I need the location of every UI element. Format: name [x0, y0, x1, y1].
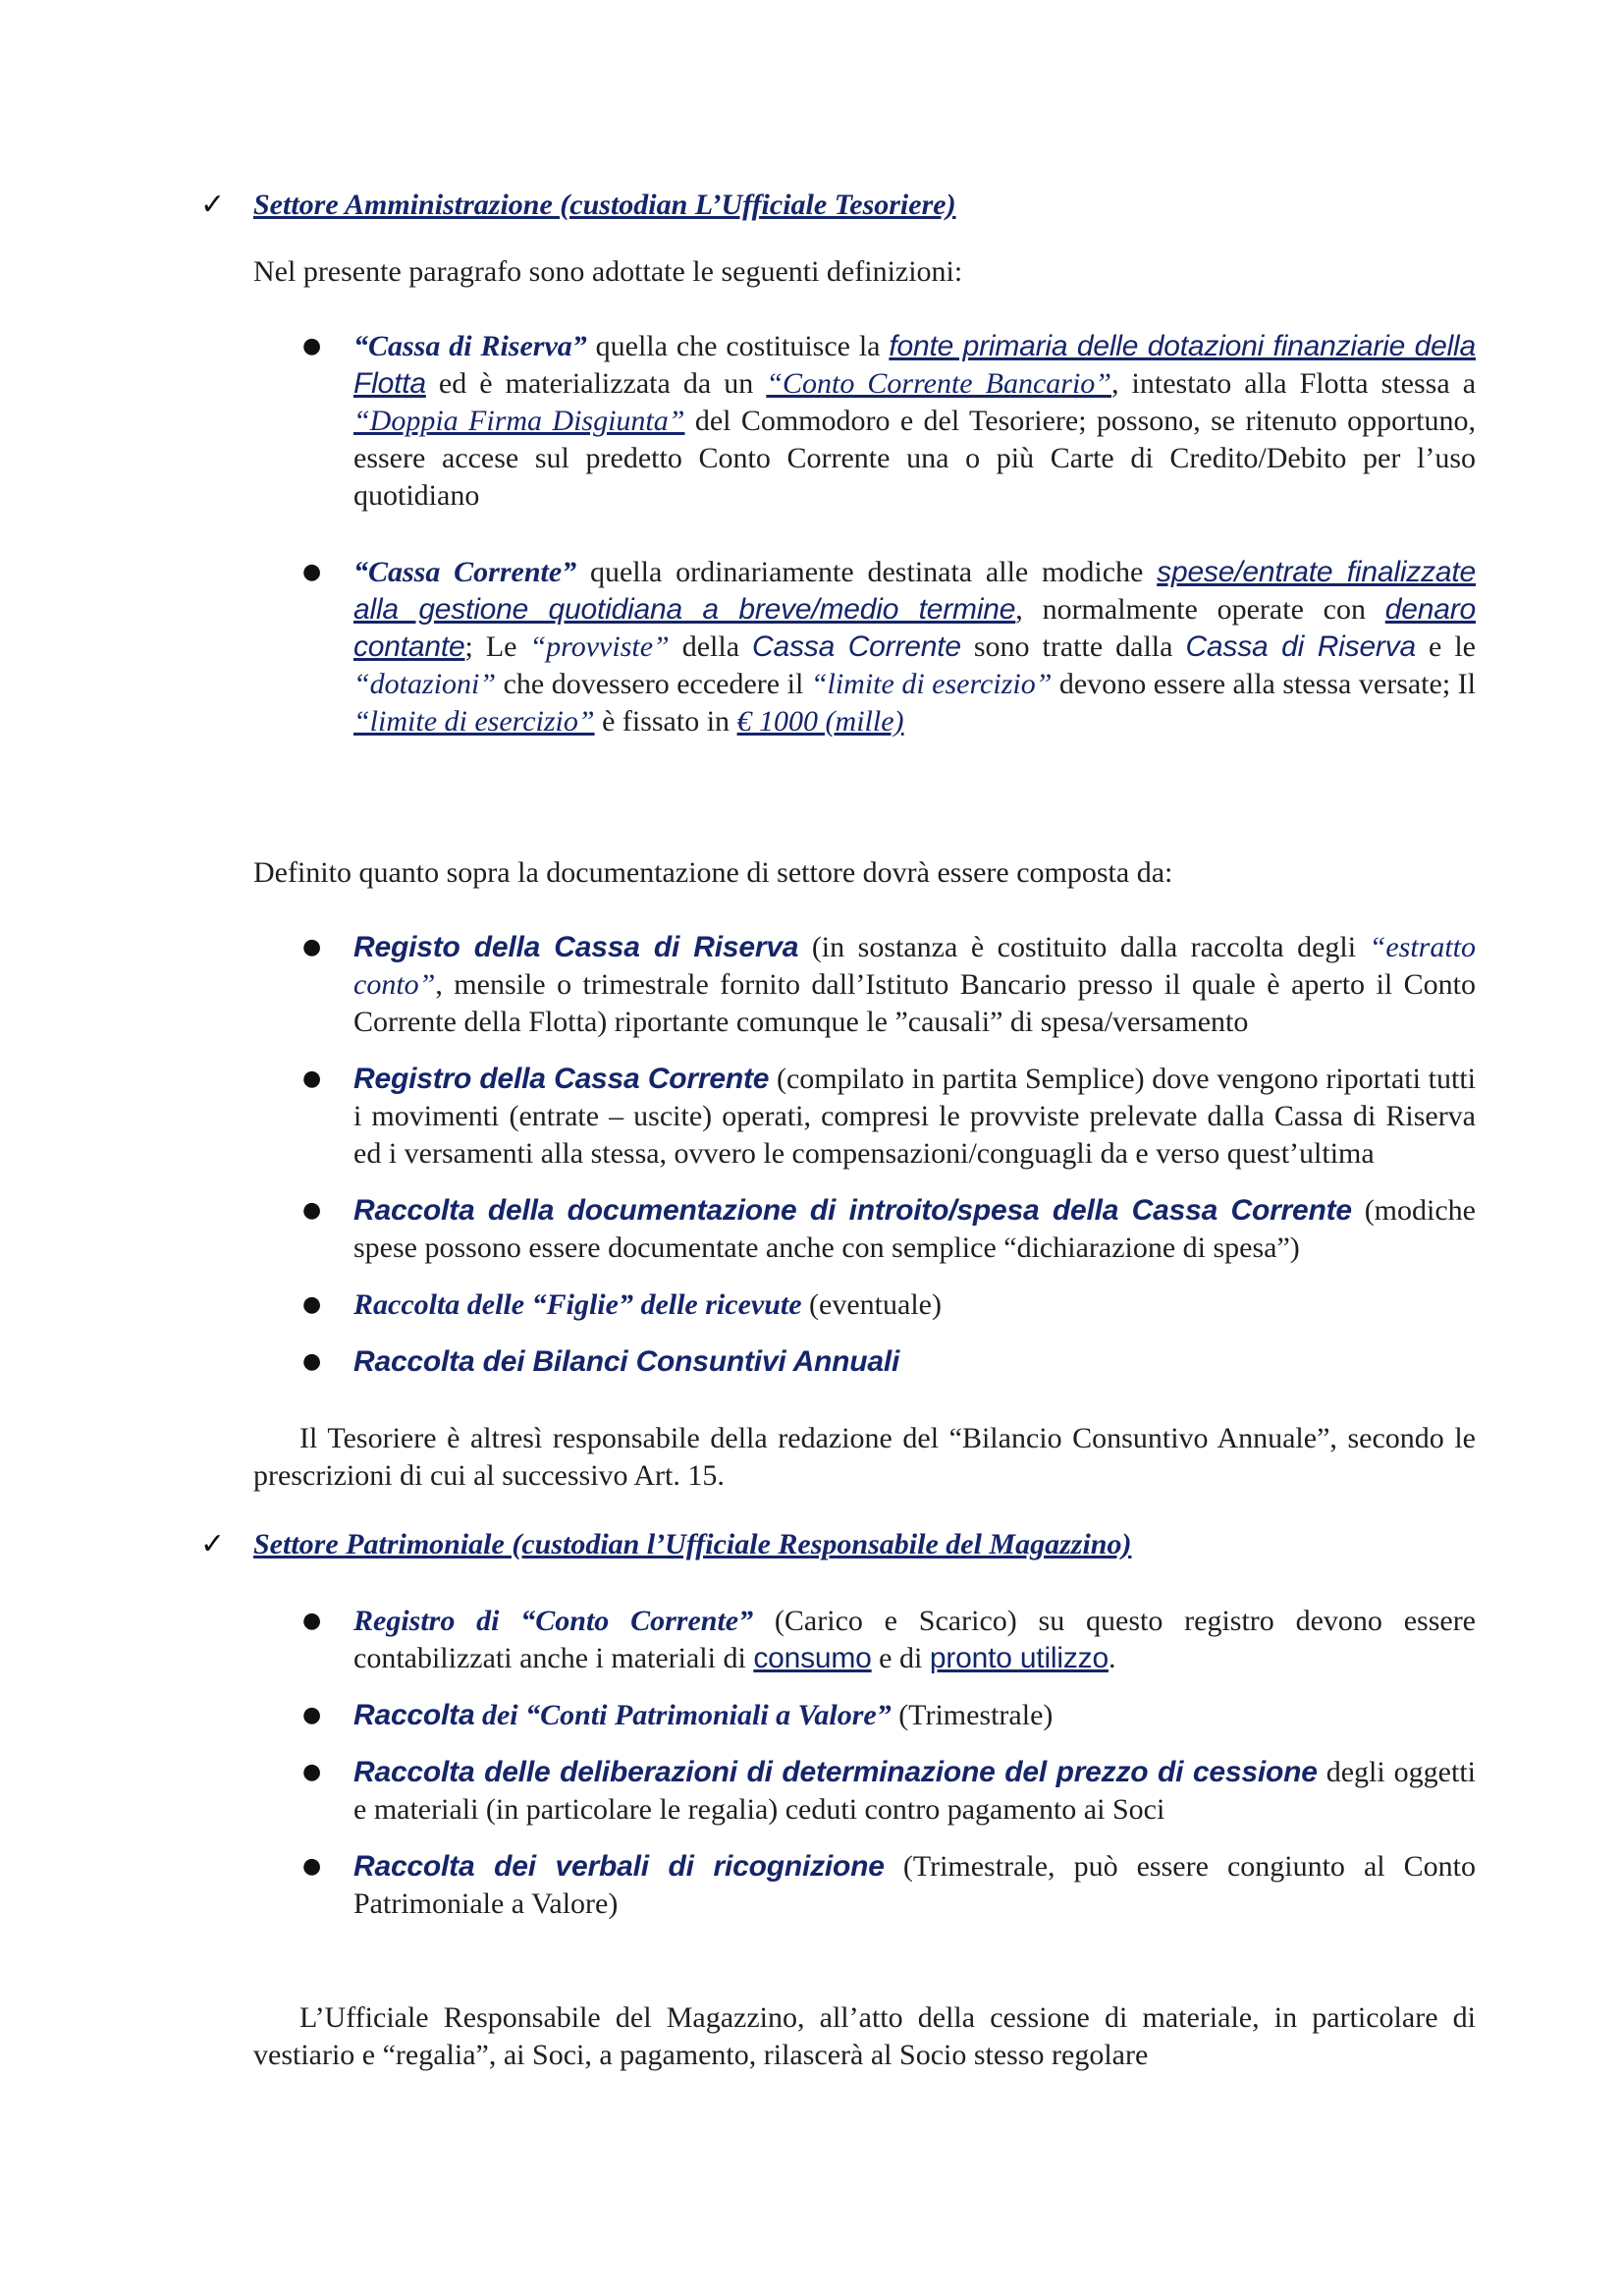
- patrimoniale-list: [253, 1603, 1476, 1923]
- doc-raccolta-documentazione: ● Raccolta della documentazione di introito/spesa della Cassa Corrente (modiche spese possono essere documentate anche con semplice “dichiarazione di spesa”): [302, 1194, 1476, 1264]
- item-conti-patrimoniali: ● Raccolta dei “Conti Patrimoniali a Valore” (Trimestrale): [253, 1697, 1476, 1734]
- page-content: [200, 187, 1477, 2074]
- item-deliberazioni: ● Raccolta delle deliberazioni di determinazione del prezzo di cessione degli oggetti e materiali (in particolare le regalia) ceduti contro pagamento ai Soci: [302, 1756, 1476, 1826]
- item-registro-conto-corrente: ● Registro di “Conto Corrente” (Carico e Scarico) su questo registro devono essere contabilizzati anche i materiali di consumo e di pronto utilizzo.: [302, 1605, 1476, 1674]
- checkmark-icon: ✓: [200, 188, 226, 222]
- definitions-list: [253, 328, 1476, 740]
- bullet-icon: ●: [302, 560, 322, 584]
- doc-raccolta-bilanci: ● Raccolta dei Bilanci Consuntivi Annuali: [253, 1343, 1476, 1381]
- bullet-icon: ●: [302, 1349, 322, 1374]
- section-heading-patrimoniale: [200, 1526, 1476, 1563]
- definition-cassa-riserva: ● “Cassa di Riserva” quella che costituisce la fonte primaria delle dotazioni finanziarie della Flotta ed è materializzata da un “Conto Corrente Bancario”, intestato alla Flotta stessa a “Doppia Firma Disgiunta” del Commodoro e del Tesoriere; possono, se ritenuto opportuno, essere accese sul predetto Conto Corrente una o più Carte di Credito/Debito per l’uso quotidiano: [302, 330, 1477, 512]
- bullet-icon: ●: [302, 935, 322, 959]
- bullet-icon: ●: [302, 1198, 322, 1223]
- section-title: Settore Amministrazione (custodian L’Ufficiale Tesoriere): [253, 189, 956, 221]
- item-verbali-ricognizione: ● Raccolta dei verbali di ricognizione (Trimestrale, può essere congiunto al Conto Patrimoniale a Valore): [302, 1850, 1477, 1920]
- section-heading-amministrazione: [200, 187, 1476, 224]
- bullet-icon: ●: [302, 1854, 322, 1879]
- doc-registro-cassa-riserva: ● Registo della Cassa di Riserva (in sostanza è costituito dalla raccolta degli “estratto conto”, mensile o trimestrale fornito dall’Istituto Bancario presso il quale è aperto il Conto Corrente della Flotta) riportante comunque le ”causali” di spesa/versamento: [302, 931, 1476, 1038]
- bullet-icon: ●: [302, 1703, 322, 1727]
- bullet-icon: ●: [302, 334, 322, 358]
- documentation-intro: Definito quanto sopra la documentazione di settore dovrà essere composta da:: [253, 856, 1173, 889]
- bullet-icon: ●: [302, 1609, 322, 1633]
- doc-registro-cassa-corrente: ● Registro della Cassa Corrente (compilato in partita Semplice) dove vengono riportati tutti i movimenti (entrate – uscite) operati, compresi le provviste prelevate dalla Cassa di Riserva ed i versamenti alla stessa, ovvero le compensazioni/conguagli da e verso quest’ultima: [302, 1063, 1477, 1170]
- definitions-intro: Nel presente paragrafo sono adottate le seguenti definizioni:: [253, 255, 963, 288]
- checkmark-icon: ✓: [200, 1527, 226, 1561]
- bullet-icon: ●: [302, 1760, 322, 1784]
- doc-raccolta-figlie: ● Raccolta delle “Figlie” delle ricevute (eventuale): [253, 1286, 1476, 1324]
- magazzino-closing: L’Ufficiale Responsabile del Magazzino, all’atto della cessione di materiale, in particolare di vestiario e “regalia”, ai Soci, a pagamento, rilascerà al Socio stesso regolare: [253, 2001, 1476, 2071]
- bullet-icon: ●: [302, 1292, 322, 1317]
- section-title: Settore Patrimoniale (custodian l’Ufficiale Responsabile del Magazzino): [253, 1528, 1132, 1560]
- definition-cassa-corrente: ● “Cassa Corrente” quella ordinariamente destinata alle modiche spese/entrate finalizzate alla gestione quotidiana a breve/medio termine, normalmente operate con denaro contante; Le “provviste” della Cassa Corrente sono tratte dalla Cassa di Riserva e le “dotazioni” che dovessero eccedere il “limite di esercizio” devono essere alla stessa versate; Il “limite di esercizio” è fissato in € 1000 (mille): [302, 556, 1477, 738]
- tesoriere-closing: Il Tesoriere è altresì responsabile della redazione del “Bilancio Consuntivo Annuale”, secondo le prescrizioni di cui al successivo Art. 15.: [253, 1422, 1476, 1492]
- documentation-list: [253, 929, 1476, 1381]
- bullet-icon: ●: [302, 1066, 322, 1091]
